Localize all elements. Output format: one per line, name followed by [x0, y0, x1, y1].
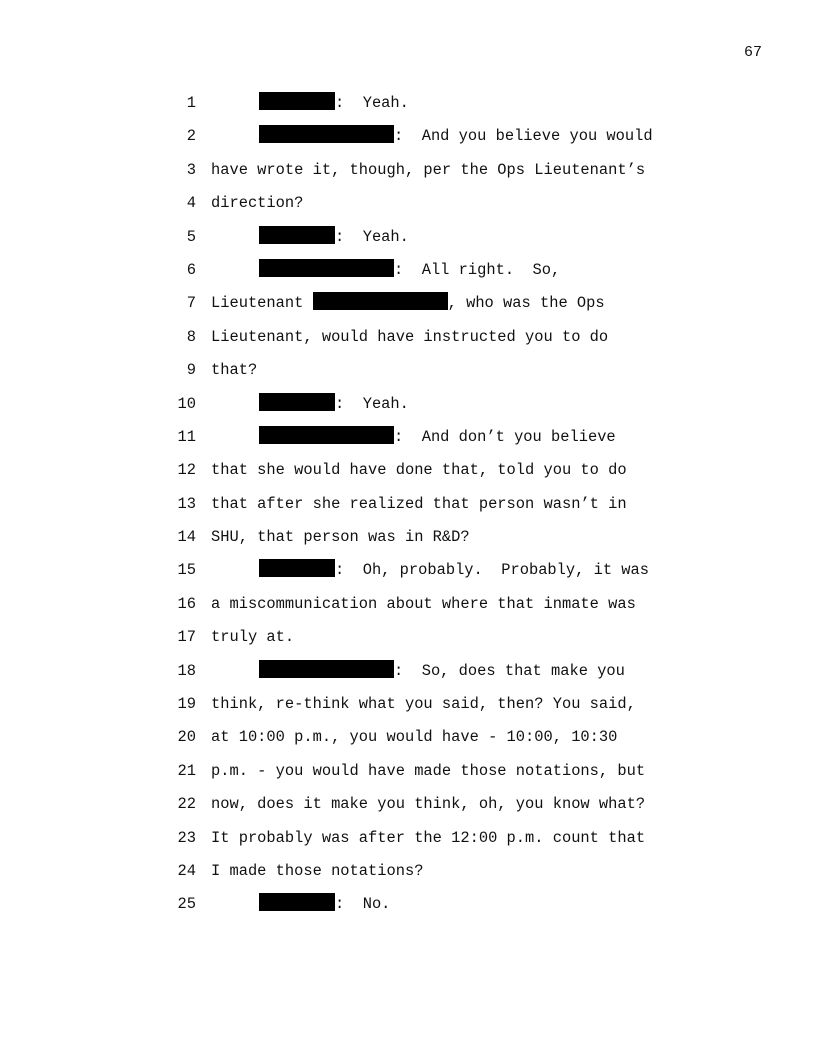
- line-text: [211, 859, 423, 883]
- transcript-line: [0, 291, 816, 324]
- transcript-line: [0, 325, 816, 358]
- line-number: 17: [177, 628, 196, 647]
- line-number: 14: [177, 528, 196, 547]
- line-number: 12: [177, 461, 196, 480]
- line-text: [211, 325, 608, 349]
- line-number: 21: [177, 761, 196, 780]
- redaction-bar: [259, 660, 394, 678]
- line-text-content: Lieutenant, would have instructed you to do: [211, 327, 609, 346]
- line-text: [259, 258, 560, 282]
- line-text-content: that after she realized that person wasn’t in: [211, 494, 627, 513]
- line-text-content: SHU, that person was in R&D?: [211, 528, 470, 547]
- line-number: 10: [177, 394, 196, 413]
- redaction-bar: [259, 226, 335, 244]
- line-text: [211, 358, 257, 382]
- line-text: [259, 659, 625, 683]
- transcript-line: [0, 625, 816, 658]
- line-text: [211, 759, 645, 783]
- line-number: 25: [177, 895, 196, 914]
- line-text-content: truly at.: [211, 628, 295, 647]
- line-text: [211, 826, 645, 850]
- line-text-content: that she would have done that, told you to do: [211, 461, 627, 480]
- line-number: 9: [186, 361, 196, 380]
- transcript-line: [0, 458, 816, 491]
- line-text-content: I made those notations?: [211, 861, 424, 880]
- line-text-content: : Yeah.: [335, 227, 409, 246]
- line-text: [211, 525, 470, 549]
- line-text-content: : Oh, probably. Probably, it was: [335, 561, 650, 580]
- line-number: 2: [186, 127, 196, 146]
- line-number: 11: [177, 427, 196, 446]
- line-number: 3: [186, 160, 196, 179]
- transcript-line: [0, 425, 816, 458]
- line-text: [211, 158, 645, 182]
- line-number: 19: [177, 695, 196, 714]
- transcript-line: [0, 124, 816, 157]
- transcript-line: [0, 392, 816, 425]
- line-number: 22: [177, 795, 196, 814]
- transcript-line: [0, 892, 816, 925]
- transcript-line: [0, 692, 816, 725]
- line-text: [259, 558, 649, 582]
- line-text: [211, 458, 627, 482]
- redaction-bar: [313, 292, 448, 310]
- line-number: 23: [177, 828, 196, 847]
- line-text: [211, 191, 303, 215]
- line-text-content: have wrote it, though, per the Ops Lieutenant’s: [211, 160, 646, 179]
- transcript-line: [0, 158, 816, 191]
- line-number: 24: [177, 861, 196, 880]
- transcript-line: [0, 592, 816, 625]
- line-text: [259, 425, 616, 449]
- line-number: 13: [177, 494, 196, 513]
- line-number: 5: [186, 227, 196, 246]
- transcript-line: [0, 792, 816, 825]
- transcript-line: [0, 225, 816, 258]
- line-number: 20: [177, 728, 196, 747]
- transcript-line: [0, 558, 816, 591]
- redaction-bar: [259, 125, 394, 143]
- transcript-line: [0, 659, 816, 692]
- line-number: 16: [177, 594, 196, 613]
- page-number: 67: [743, 44, 762, 61]
- transcript-line: [0, 725, 816, 758]
- transcript-line: [0, 358, 816, 391]
- transcript-line: [0, 91, 816, 124]
- transcript-line: [0, 859, 816, 892]
- line-text: [259, 225, 409, 249]
- redaction-bar: [259, 893, 335, 911]
- line-text: [211, 625, 294, 649]
- line-text-content: : All right. So,: [394, 260, 561, 279]
- line-text: [259, 124, 653, 148]
- redaction-bar: [259, 559, 335, 577]
- line-text: [211, 291, 605, 315]
- transcript-line: [0, 191, 816, 224]
- line-text: [211, 725, 617, 749]
- line-text: [211, 692, 636, 716]
- line-text-content: : And don’t you believe: [394, 427, 616, 446]
- line-text-content: direction?: [211, 194, 304, 213]
- line-text-content: , who was the Ops: [447, 294, 605, 313]
- transcript-line: [0, 759, 816, 792]
- line-text-content: think, re-think what you said, then? You said,: [211, 695, 636, 714]
- transcript-line: [0, 826, 816, 859]
- line-number: 4: [186, 194, 196, 213]
- redaction-bar: [259, 426, 394, 444]
- line-text-content: : No.: [335, 895, 391, 914]
- line-text-content: at 10:00 p.m., you would have - 10:00, 10:30: [211, 728, 618, 747]
- line-text-prefix: Lieutenant: [211, 294, 313, 313]
- line-text: [259, 91, 409, 115]
- line-text-content: now, does it make you think, oh, you know what?: [211, 795, 646, 814]
- line-number: 18: [177, 661, 196, 680]
- line-text-content: : So, does that make you: [394, 661, 625, 680]
- line-text: [211, 792, 645, 816]
- redaction-bar: [259, 259, 394, 277]
- transcript-line: [0, 258, 816, 291]
- line-text-content: It probably was after the 12:00 p.m. count that: [211, 828, 646, 847]
- line-number: 7: [186, 294, 196, 313]
- transcript-line: [0, 492, 816, 525]
- line-text-content: a miscommunication about where that inmate was: [211, 594, 636, 613]
- transcript-line: [0, 525, 816, 558]
- line-number: 15: [177, 561, 196, 580]
- line-text-content: p.m. - you would have made those notations, but: [211, 761, 646, 780]
- line-number: 8: [186, 327, 196, 346]
- line-number: 6: [186, 260, 196, 279]
- line-text: [259, 892, 390, 916]
- redaction-bar: [259, 393, 335, 411]
- line-text-content: : Yeah.: [335, 394, 409, 413]
- line-number: 1: [186, 94, 196, 112]
- line-text-content: : And you believe you would: [394, 127, 653, 146]
- line-text: [259, 392, 409, 416]
- redaction-bar: [259, 92, 335, 110]
- line-text: [211, 492, 627, 516]
- line-text-content: that?: [211, 361, 258, 380]
- line-text: [211, 592, 636, 616]
- transcript-body: [0, 91, 816, 926]
- line-text-content: : Yeah.: [335, 94, 409, 112]
